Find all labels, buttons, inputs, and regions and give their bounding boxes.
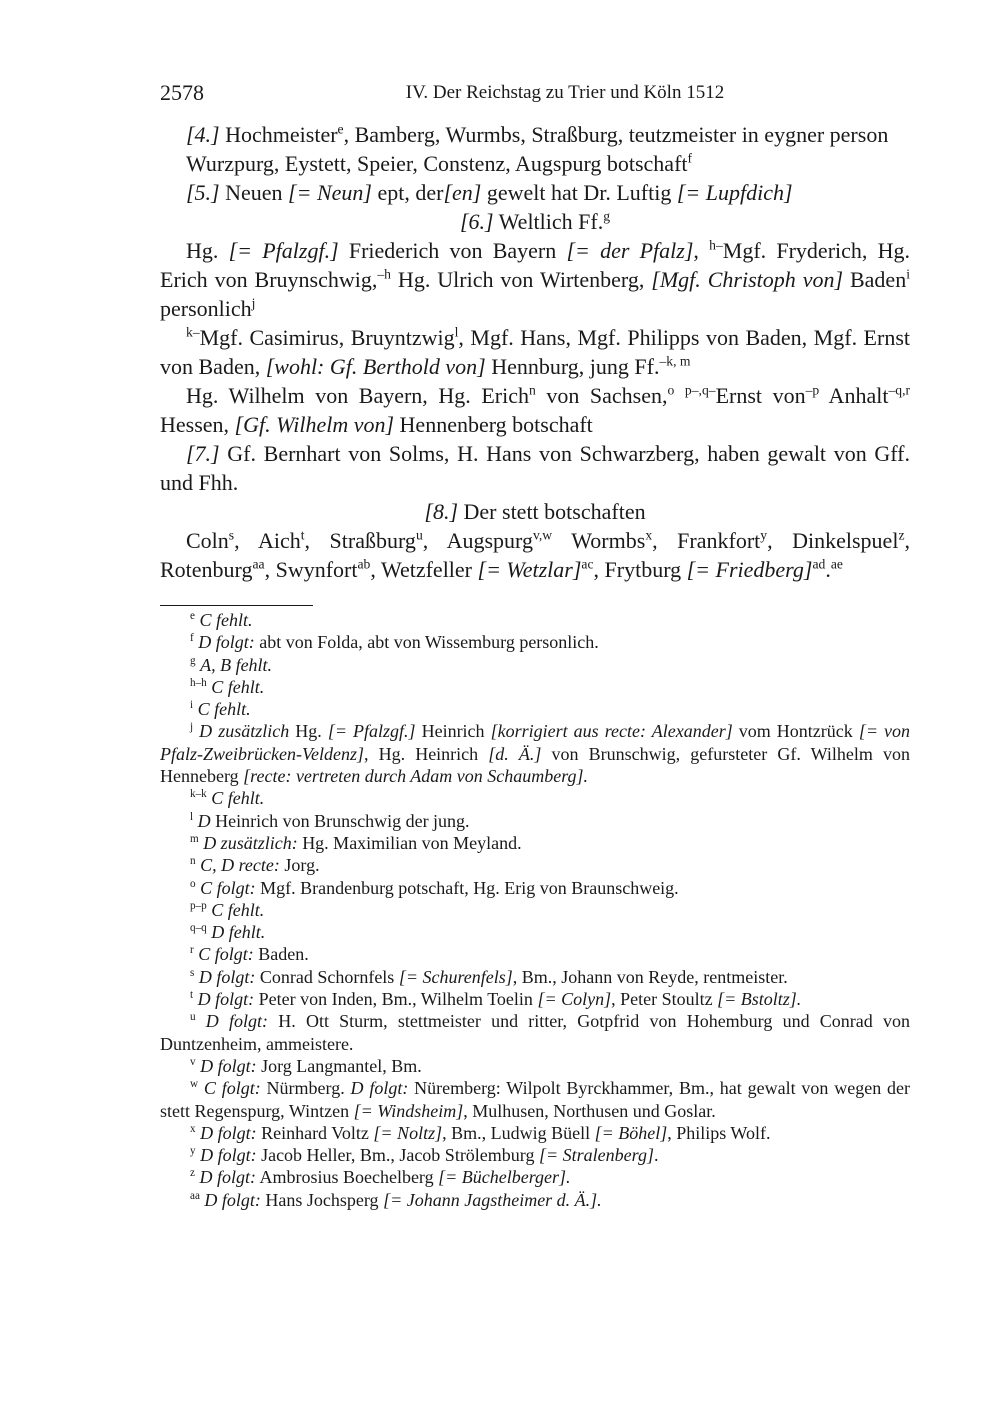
footnote-marker: v,w [532, 527, 553, 543]
footnote-marker: y [760, 527, 768, 543]
text-run: , Philips Wolf. [667, 1122, 771, 1143]
footnote-marker: w [190, 1078, 199, 1091]
italic-text: [= von Pfalz-Zweibrücken-Veldenz] [160, 721, 910, 764]
italic-text: [korrigiert aus recte: Alexander] [490, 721, 733, 742]
italic-text: [= Colyn] [537, 989, 612, 1010]
italic-text: [= Lupfdich] [676, 180, 793, 205]
footnote-marker: ac [581, 556, 594, 572]
italic-text: D zusätzlich: [203, 832, 298, 853]
italic-text: D fehlt. [211, 922, 266, 943]
italic-text: C fehlt. [211, 676, 265, 697]
footnote-marker: i [906, 266, 910, 282]
italic-text: C folgt: [200, 877, 256, 898]
text-run: Coln [186, 528, 229, 553]
footnote-marker: n [528, 382, 536, 398]
footnote [160, 877, 910, 899]
footnote [160, 810, 910, 832]
footnote-marker: –q,r [888, 382, 911, 398]
text-run: Jorg Langmantel, Bm. [256, 1055, 422, 1076]
footnote [160, 1010, 910, 1055]
footnote-marker: x [190, 1122, 196, 1135]
text-run: , Frankfort [652, 528, 761, 553]
footnote-marker: s [228, 527, 235, 543]
footnote [160, 1055, 910, 1077]
text-run: , Rotenburg [160, 528, 911, 582]
text-run: Hennenberg botschaft [394, 412, 593, 437]
footnote [160, 1144, 910, 1166]
text-run: , Hg. Heinrich [363, 743, 489, 764]
text-run: personlich [160, 296, 252, 321]
footnote [160, 966, 910, 988]
text-run: Conrad Schornfels [255, 966, 399, 987]
text-run: von Sachsen, [535, 383, 668, 408]
text-run: ept, der [371, 180, 444, 205]
footnote-marker: k–k [190, 788, 207, 801]
text-run: Hennburg, jung Ff. [485, 354, 660, 379]
italic-text: [= Stralenberg] [538, 1145, 654, 1166]
text-run: Hochmeister [219, 122, 338, 147]
text-run: , Straßburg [304, 528, 416, 553]
italic-text: [d. Ä.] [488, 743, 542, 764]
italic-text: A, B fehlt. [200, 654, 273, 675]
text-run: , Aich [234, 528, 301, 553]
footnote-marker: f [190, 632, 194, 645]
footnote [160, 676, 910, 698]
text-run: , Swynfort [264, 557, 358, 582]
footnote-marker: u [415, 527, 423, 543]
text-run: Nüremberg: Wilpolt Byrckhammer, Bm., hat gewalt von wegen der stett Regenspurg, Wintzen [160, 1078, 910, 1121]
footnote [160, 1077, 910, 1122]
text-run: Nürmberg. [260, 1078, 351, 1099]
italic-text: [= Schurenfels] [398, 966, 513, 987]
footnote-marker: o [667, 382, 675, 398]
text-run: Wormbs [552, 528, 646, 553]
text-run: Hg. [289, 721, 328, 742]
footnote-marker: –k, m [659, 353, 691, 369]
footnote-separator [160, 605, 313, 606]
text-run: Wurzpurg, Eystett, Speier, Constenz, Augspurg botschaft [186, 151, 688, 176]
footnote-marker: y [190, 1145, 196, 1158]
footnote-marker: k– [186, 324, 200, 340]
text-run: Hessen, [160, 412, 235, 437]
footnote [160, 631, 910, 653]
footnote-marker: x [645, 527, 653, 543]
footnote-marker: p–p [190, 899, 207, 912]
text-run: , Bm., Johann von Reyde, rentmeister. [512, 966, 788, 987]
text-run: Hg. [186, 238, 229, 263]
paragraph [160, 439, 910, 497]
paragraph [160, 526, 910, 584]
text-run: Hans Jochsperg [260, 1189, 384, 1210]
text-run: , Dinkelspuel [767, 528, 899, 553]
footnote-marker: e [337, 121, 344, 137]
text-run: Mgf. Fryderich, Hg. Erich von Bruynschwig, [160, 238, 911, 292]
footnote-marker: e [190, 610, 195, 623]
text-run [196, 1011, 206, 1031]
text-run: , Mulhusen, Northusen und Goslar. [463, 1100, 716, 1121]
footnote [160, 720, 910, 787]
footnote [160, 1122, 910, 1144]
italic-text: D folgt: [205, 1011, 269, 1032]
italic-text: C fehlt. [211, 788, 265, 809]
text-run: , Bm., Ludwig Büell [442, 1122, 595, 1143]
footnote-marker: o [190, 877, 196, 890]
text-run: Hg. Ulrich von Wirtenberg, [390, 267, 652, 292]
italic-text: D folgt: [200, 1145, 257, 1166]
italic-text: [5.] [186, 180, 220, 205]
italic-text: C, D recte: [200, 855, 280, 876]
italic-text: D folgt: [198, 966, 256, 987]
footnote-marker: t [190, 989, 194, 1002]
footnote-marker: h– [709, 237, 723, 253]
text-run: . [653, 1145, 659, 1166]
text-run: Hg. Wilhelm von Bayern, Hg. Erich [186, 383, 529, 408]
footnote-marker: f [687, 150, 693, 166]
footnotes [160, 609, 910, 1211]
italic-text: [= Noltz] [373, 1122, 443, 1143]
italic-text: [en] [443, 180, 482, 205]
footnote-marker: ae [830, 556, 843, 572]
italic-text: [= Wetzlar] [477, 557, 582, 582]
paragraph [160, 323, 910, 381]
paragraph [160, 178, 910, 207]
text-run [674, 383, 685, 408]
text-run: , Mgf. Hans, Mgf. Philipps von Baden, Mgf. Ernst von Baden, [160, 325, 910, 379]
footnote-marker: ad [812, 556, 826, 572]
italic-text: [= Bstoltz]. [717, 989, 802, 1010]
text-run: Friederich von Bayern [338, 238, 567, 263]
paragraph [160, 120, 910, 149]
italic-text: [recte: vertreten durch Adam von Schaumberg]. [243, 766, 589, 787]
footnote-marker: v [190, 1056, 196, 1069]
italic-text: [7.] [186, 441, 220, 466]
text-run: Der stett botschaften [458, 499, 646, 524]
footnote-marker: l [454, 324, 459, 340]
text-run: Baden. [253, 944, 309, 965]
italic-text: D folgt: [204, 1189, 261, 1210]
text-run: gewelt hat Dr. Luftig [481, 180, 677, 205]
text-run: Jorg. [279, 855, 320, 876]
text-run: Jacob Heller, Bm., Jacob Strölemburg [256, 1145, 539, 1166]
footnote-marker: –p [805, 382, 820, 398]
text-run: Mgf. Casimirus, Bruyntzwig [199, 325, 455, 350]
text-run: Ambrosius Boechelberg [255, 1167, 439, 1188]
footnote-marker: aa [252, 556, 265, 572]
italic-text: [8.] [424, 499, 459, 524]
footnote-marker: s [190, 966, 195, 979]
footnote-marker: q–q [190, 922, 207, 935]
italic-text: [= Büchelberger]. [438, 1167, 571, 1188]
section-heading [160, 207, 910, 236]
footnote-marker: j [190, 721, 194, 734]
footnote-marker: t [300, 527, 305, 543]
text-run: Weltlich Ff. [493, 209, 604, 234]
footnote [160, 921, 910, 943]
footnote-marker: p–,q– [684, 382, 716, 398]
footnote-marker: ab [357, 556, 371, 572]
italic-text: D folgt: [199, 1167, 256, 1188]
text-run: Mgf. Brandenburg potschaft, Hg. Erig von Braunschweig. [255, 877, 679, 898]
text-run: , Frytburg [593, 557, 687, 582]
text-run: Anhalt [819, 383, 889, 408]
text-run: Reinhard Voltz [256, 1122, 374, 1143]
main-text [160, 120, 910, 584]
italic-text: C folgt: [203, 1078, 261, 1099]
italic-text: C folgt: [198, 944, 254, 965]
italic-text: D zusätzlich [199, 721, 290, 742]
footnote-marker: aa [190, 1189, 200, 1202]
footnote [160, 988, 910, 1010]
page-number: 2578 [160, 80, 204, 105]
footnote [160, 609, 910, 631]
italic-text: [= Friedberg] [686, 557, 813, 582]
text-run: , Augspurg [422, 528, 533, 553]
footnote-marker: u [190, 1011, 196, 1024]
italic-text: D folgt: [200, 1055, 257, 1076]
italic-text: D [197, 810, 211, 831]
italic-text: [= Johann Jagstheimer d. Ä.]. [383, 1189, 602, 1210]
italic-text: [= Pfalzgf.] [228, 238, 339, 263]
footnote-marker: h–h [190, 676, 207, 689]
text-run: Ernst von [715, 383, 806, 408]
text-run: von Brunschwig, gefursteter Gf. Wilhelm von Henneberg [160, 743, 910, 787]
text-run: . [825, 557, 831, 582]
footnote-marker: z [898, 527, 905, 543]
italic-text: C fehlt. [199, 610, 253, 630]
footnote [160, 943, 910, 965]
italic-text: D folgt: [198, 632, 255, 653]
footnote [160, 1189, 910, 1211]
footnote [160, 787, 910, 809]
italic-text: [= Böhel] [594, 1122, 668, 1143]
footnote-marker: j [251, 295, 256, 311]
italic-text: [= Windsheim] [353, 1100, 464, 1121]
footnote [160, 832, 910, 854]
italic-text: D folgt: [200, 1122, 257, 1143]
section-heading [160, 497, 910, 526]
text-run: Peter von Inden, Bm., Wilhelm Toelin [254, 989, 538, 1010]
footnote [160, 698, 910, 720]
italic-text: C fehlt. [211, 899, 265, 920]
footnote-marker: z [190, 1167, 195, 1180]
text-run: Hg. Maximilian von Meyland. [297, 832, 522, 853]
text-run: Gf. Bernhart von Solms, H. Hans von Schwarzberg, haben gewalt von Gff. und Fhh. [160, 441, 910, 495]
footnote-marker: m [190, 833, 199, 846]
italic-text: [4.] [186, 122, 220, 147]
footnote-marker: i [190, 699, 194, 712]
footnote-marker: n [190, 855, 196, 868]
italic-text: [= Neun] [288, 180, 372, 205]
text-run: , Peter Stoultz [611, 989, 718, 1010]
paragraph [160, 236, 910, 323]
footnote [160, 854, 910, 876]
text-run: , Bamberg, Wurmbs, Straßburg, teutzmeister in eygner person [343, 122, 889, 147]
footnote [160, 899, 910, 921]
footnote [160, 654, 910, 676]
footnote-marker: l [190, 810, 194, 823]
text-run: Neuen [219, 180, 289, 205]
text-run: Heinrich von Brunschwig der jung. [210, 810, 470, 831]
running-head: IV. Der Reichstag zu Trier und Köln 1512 [405, 82, 725, 103]
italic-text: [Mgf. Christoph von] [651, 267, 844, 292]
italic-text: D folgt: [197, 989, 255, 1010]
italic-text: [6.] [459, 209, 494, 234]
italic-text: [= Pfalzgf.] [327, 721, 416, 742]
text-run: vom Hontzrück [732, 721, 859, 742]
text-run: Baden [843, 267, 907, 292]
footnote-marker: r [190, 944, 194, 957]
text-run: , Wetzfeller [370, 557, 478, 582]
footnote-marker: g [190, 654, 196, 667]
italic-text: [Gf. Wilhelm von] [234, 412, 395, 437]
italic-text: [= der Pfalz] [566, 238, 694, 263]
text-run: , [693, 238, 710, 263]
footnote [160, 1166, 910, 1188]
paragraph [160, 381, 910, 439]
footnote-marker: –h [377, 266, 391, 282]
italic-text: D folgt: [350, 1078, 409, 1099]
text-run: abt von Folda, abt von Wissemburg personlich. [254, 632, 599, 653]
text-run: Heinrich [415, 721, 491, 742]
paragraph [160, 149, 910, 178]
text-run: H. Ott Sturm, stettmeister und ritter, Gotpfrid von Hohemburg und Conrad von Duntzenheim, ammeistere. [160, 1011, 910, 1054]
footnote-marker: g [603, 208, 611, 224]
italic-text: C fehlt. [197, 699, 251, 720]
italic-text: [wohl: Gf. Berthold von] [265, 354, 486, 379]
page-header [160, 80, 910, 110]
